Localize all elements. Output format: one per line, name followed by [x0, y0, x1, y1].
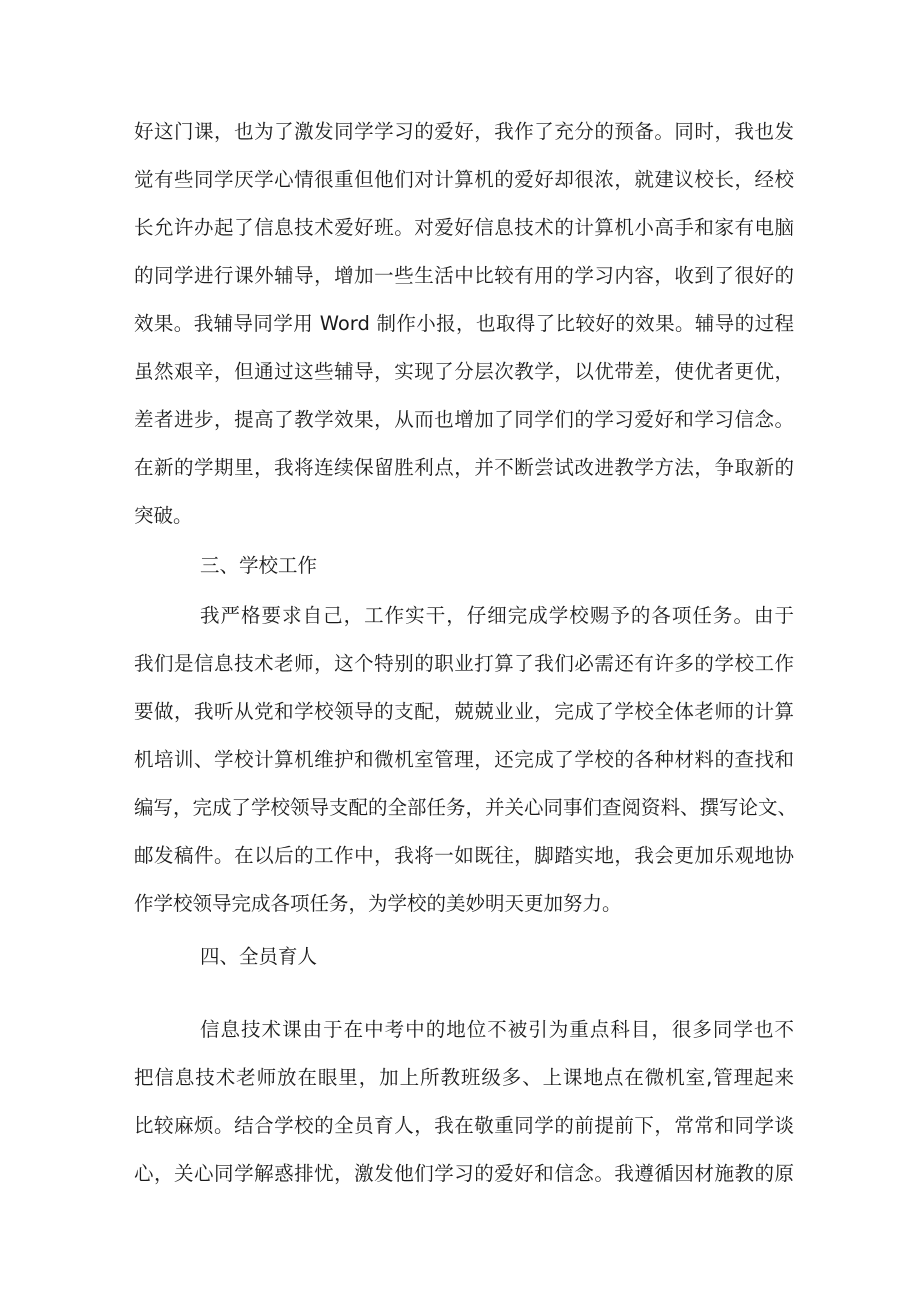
paragraph-line: 把信息技术老师放在眼里，加上所教班级多、上课地点在微机室,管理起来 [134, 1066, 794, 1089]
paragraph-line: 心，关心同学解惑排忧，激发他们学习的爱好和信念。我遵循因材施教的原 [134, 1162, 794, 1185]
paragraph-line: 我严格要求自己，工作实干，仔细完成学校赐予的各项任务。由于 [200, 604, 794, 627]
paragraph-line: 虽然艰辛，但通过这些辅导，实现了分层次教学，以优带差，使优者更优， [134, 360, 794, 383]
paragraph-line: 比较麻烦。结合学校的全员育人，我在敬重同学的前提前下，常常和同学谈 [134, 1114, 794, 1137]
paragraph-line: 机培训、学校计算机维护和微机室管理，还完成了学校的各种材料的查找和 [134, 748, 794, 771]
paragraph-line: 信息技术课由于在中考中的地位不被引为重点科目，很多同学也不 [200, 1018, 794, 1041]
paragraph-line: 我们是信息技术老师，这个特别的职业打算了我们必需还有许多的学校工作 [134, 652, 794, 675]
section-heading: 四、全员育人 [200, 945, 318, 968]
paragraph-line: 突破。 [134, 504, 193, 527]
paragraph-line: 效果。我辅导同学用 Word 制作小报，也取得了比较好的效果。辅导的过程 [134, 312, 794, 335]
paragraph-line: 觉有些同学厌学心情很重但他们对计算机的爱好却很浓，就建议校长，经校 [134, 168, 794, 191]
paragraph-line: 好这门课，也为了激发同学学习的爱好，我作了充分的预备。同时，我也发 [134, 120, 794, 143]
paragraph-line: 要做，我听从党和学校领导的支配，兢兢业业，完成了学校全体老师的计算 [134, 700, 794, 723]
paragraph-line: 作学校领导完成各项任务，为学校的美妙明天更加努力。 [134, 892, 622, 915]
paragraph-line: 的同学进行课外辅导，增加一些生活中比较有用的学习内容，收到了很好的 [134, 264, 794, 287]
paragraph-line: 在新的学期里，我将连续保留胜利点，并不断尝试改进教学方法，争取新的 [134, 456, 794, 479]
paragraph-line: 邮发稿件。在以后的工作中，我将一如既往，脚踏实地，我会更加乐观地协 [134, 844, 794, 867]
paragraph-line: 差者进步，提高了教学效果，从而也增加了同学们的学习爱好和学习信念。 [134, 408, 794, 431]
paragraph-line: 长允许办起了信息技术爱好班。对爱好信息技术的计算机小高手和家有电脑 [134, 216, 794, 239]
paragraph-line: 编写，完成了学校领导支配的全部任务，并关心同事们查阅资料、撰写论文、 [134, 796, 798, 819]
section-heading: 三、学校工作 [200, 554, 318, 577]
